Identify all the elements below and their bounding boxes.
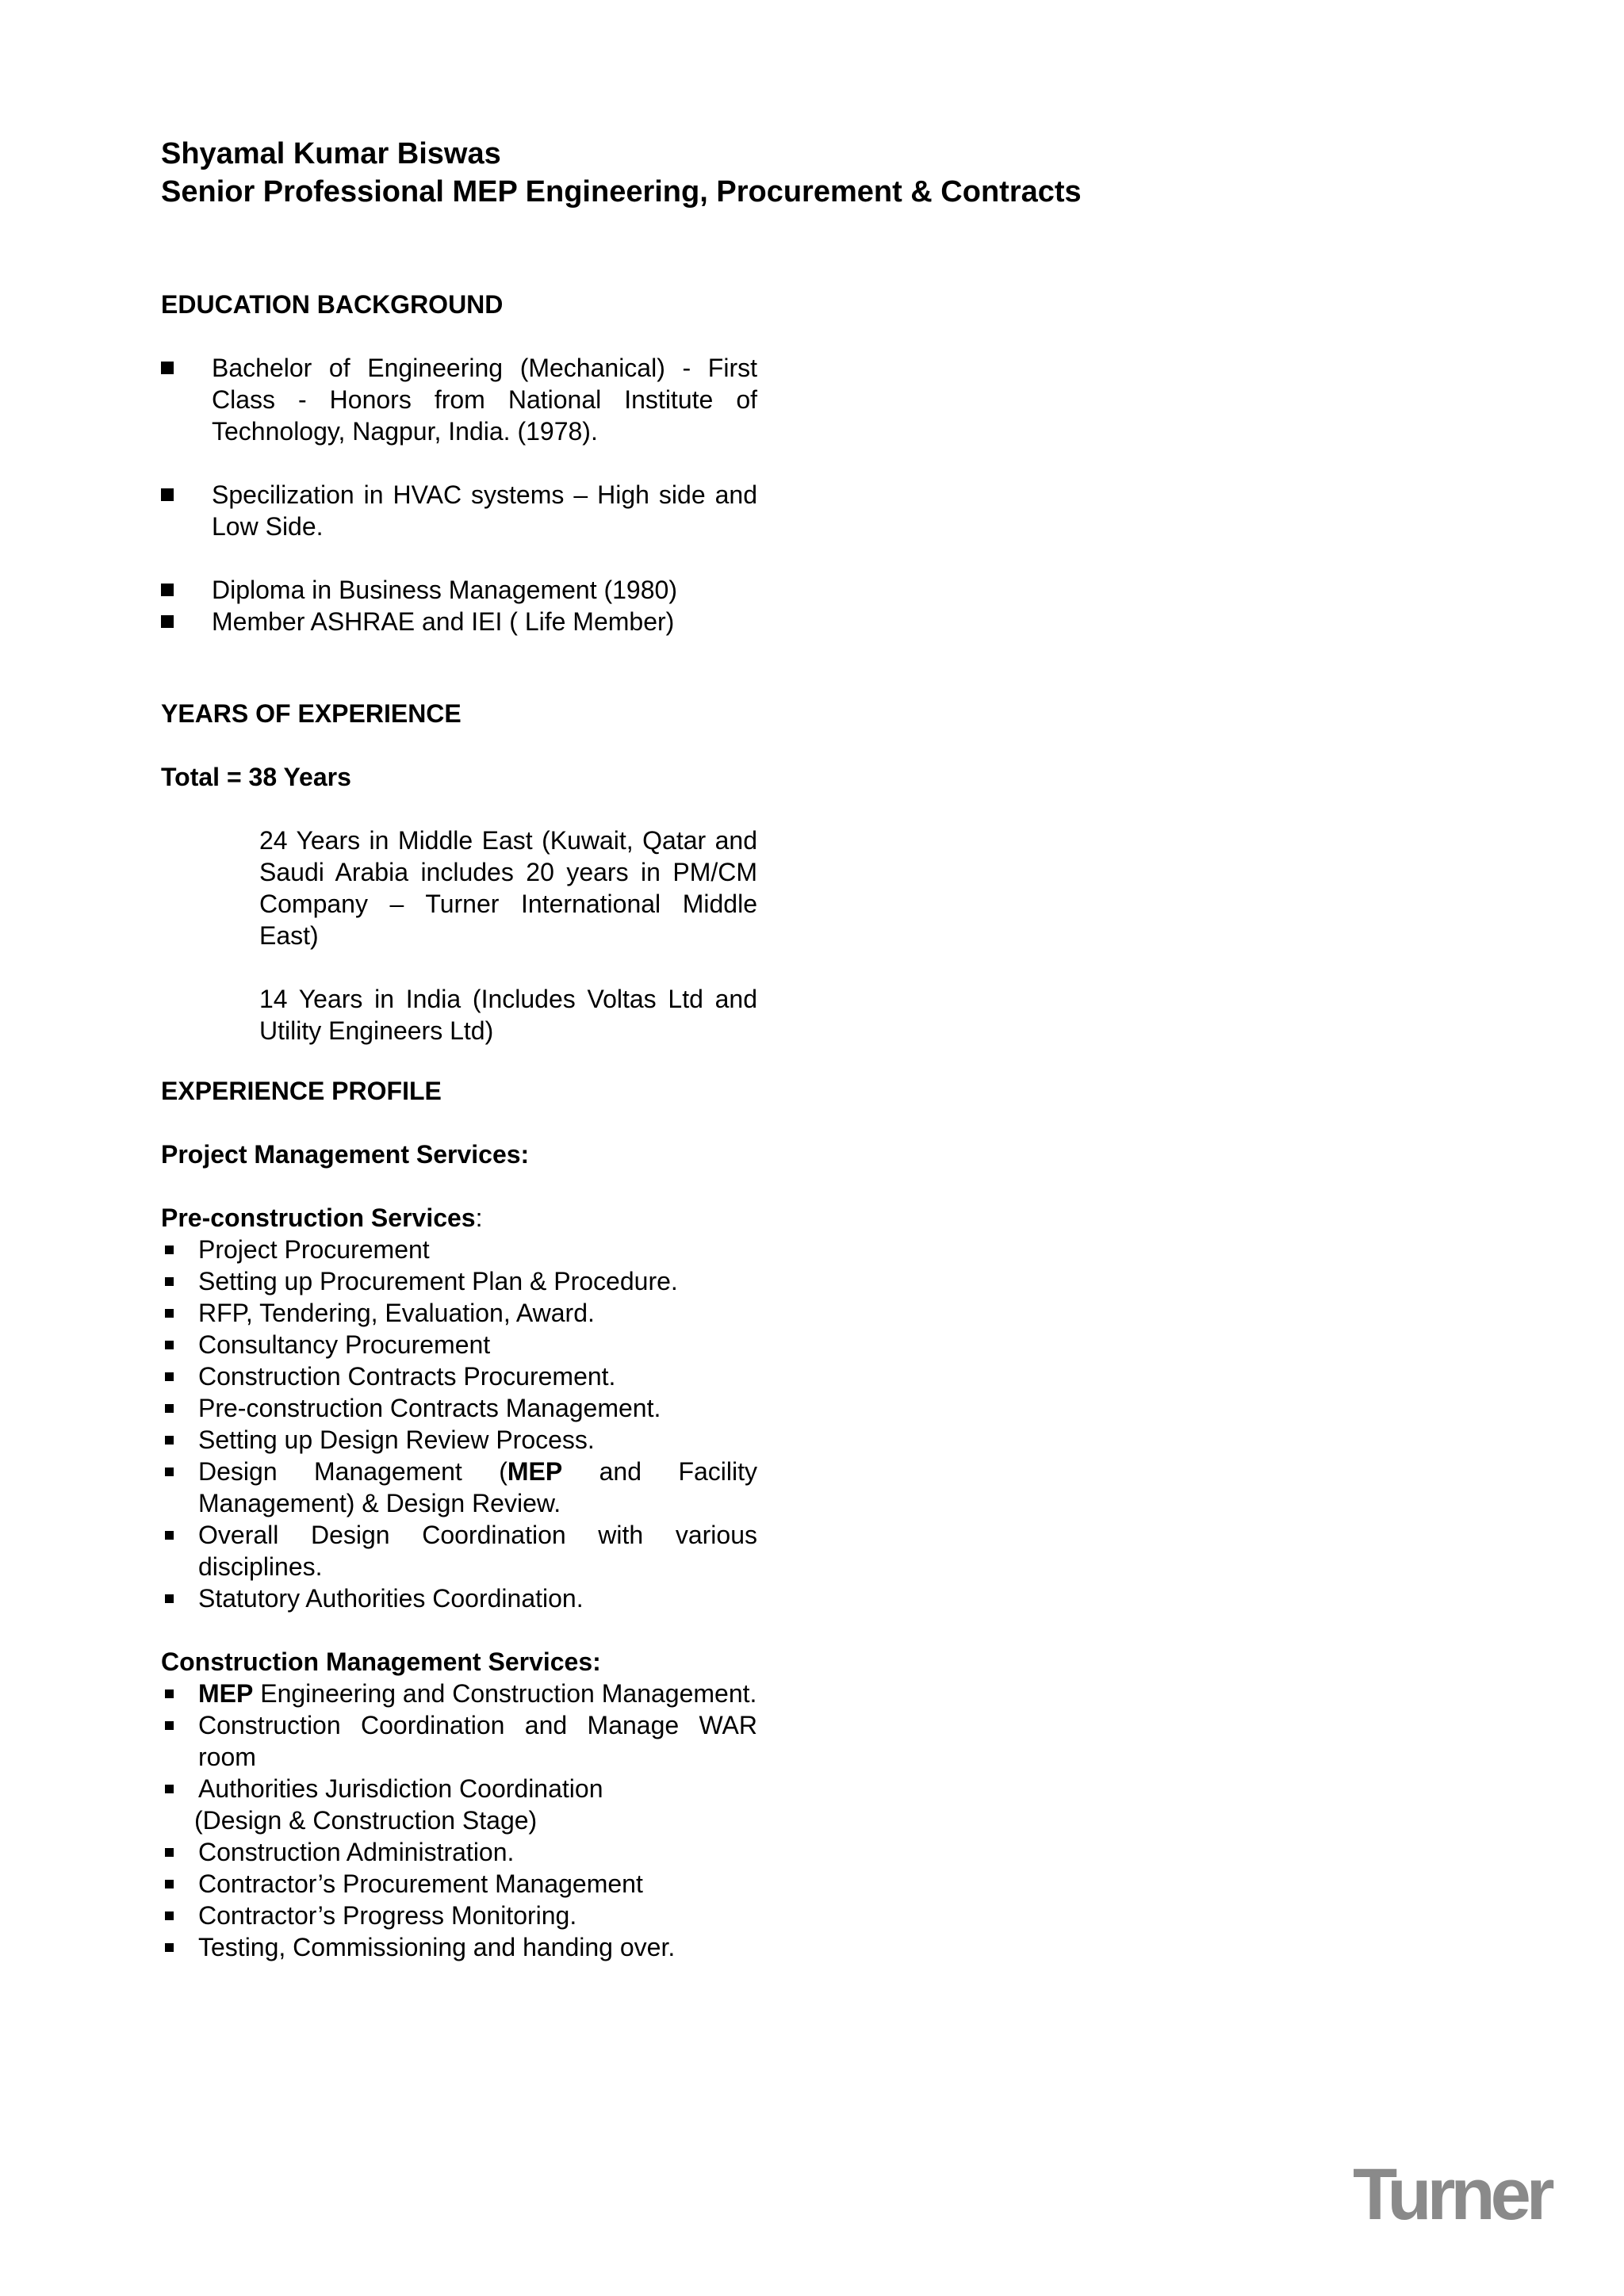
precon-item: Construction Contracts Procurement. [161,1360,757,1392]
precon-item: Pre-construction Contracts Management. [161,1392,757,1424]
candidate-name: Shyamal Kumar Biswas [161,137,501,170]
mep-bold: MEP [507,1457,563,1486]
candidate-role: Senior Professional MEP Engineering, Procurement & Contracts [161,175,1082,209]
pm-services-heading: Project Management Services: [161,1140,530,1169]
cm-item: Testing, Commissioning and handing over. [161,1931,757,1963]
cm-item: Contractor’s Progress Monitoring. [161,1900,757,1931]
mep-engineering-item [161,1678,757,1709]
precon-heading-line [161,1202,757,1234]
design-management-text: and Facility Management) & Design Review. [198,1457,757,1517]
turner-logo: Turner [1353,2154,1550,2235]
education-list [161,352,757,637]
cm-item: Construction Coordination and Manage WAR room [161,1709,757,1773]
precon-item: Statutory Authorities Coordination. [161,1582,757,1614]
cm-list [161,1678,757,1963]
precon-list [161,1234,757,1614]
experience-profile-heading: EXPERIENCE PROFILE [161,1077,442,1105]
design-management-item [161,1456,757,1519]
experience-years-section [161,698,757,1047]
precon-item: Overall Design Coordination with various disciplines. [161,1519,757,1582]
mep-engineering-text: Engineering and Construction Management. [253,1679,757,1708]
precon-colon: : [475,1203,483,1232]
middle-east-experience: 24 Years in Middle East (Kuwait, Qatar and Saudi Arabia includes 20 years in PM/CM Company – Turner International Middle East) [259,826,757,950]
precon-item: Setting up Design Review Process. [161,1424,757,1456]
precon-item: Consultancy Procurement [161,1329,757,1360]
cm-item [161,1773,757,1804]
education-item: Specilization in HVAC systems – High side and Low Side. [161,479,757,542]
cm-services-heading: Construction Management Services: [161,1647,601,1676]
india-experience: 14 Years in India (Includes Voltas Ltd and Utility Engineers Ltd) [259,985,757,1045]
education-section [161,289,757,637]
authorities-item: Authorities Jurisdiction Coordination [198,1774,603,1803]
design-management-text: Design Management ( [198,1457,508,1486]
precon-item: Setting up Procurement Plan & Procedure. [161,1265,757,1297]
precon-heading: Pre-construction Services [161,1203,476,1232]
precon-item: Project Procurement [161,1234,757,1265]
education-item: Member ASHRAE and IEI ( Life Member) [161,606,757,637]
experience-years-heading: YEARS OF EXPERIENCE [161,699,462,728]
authorities-subline: (Design & Construction Stage) [194,1806,538,1835]
experience-profile-section [161,1075,757,1963]
education-item: Bachelor of Engineering (Mechanical) - First Class - Honors from National Institute of Technology, Nagpur, India. (1978). [161,352,757,447]
cm-item: Contractor’s Procurement Management [161,1868,757,1900]
mep-bold: MEP [198,1679,254,1708]
education-item: Diploma in Business Management (1980) [161,574,757,606]
education-heading: EDUCATION BACKGROUND [161,290,504,319]
cm-item: Construction Administration. [161,1836,757,1868]
precon-item: RFP, Tendering, Evaluation, Award. [161,1297,757,1329]
total-years: Total = 38 Years [161,763,351,791]
